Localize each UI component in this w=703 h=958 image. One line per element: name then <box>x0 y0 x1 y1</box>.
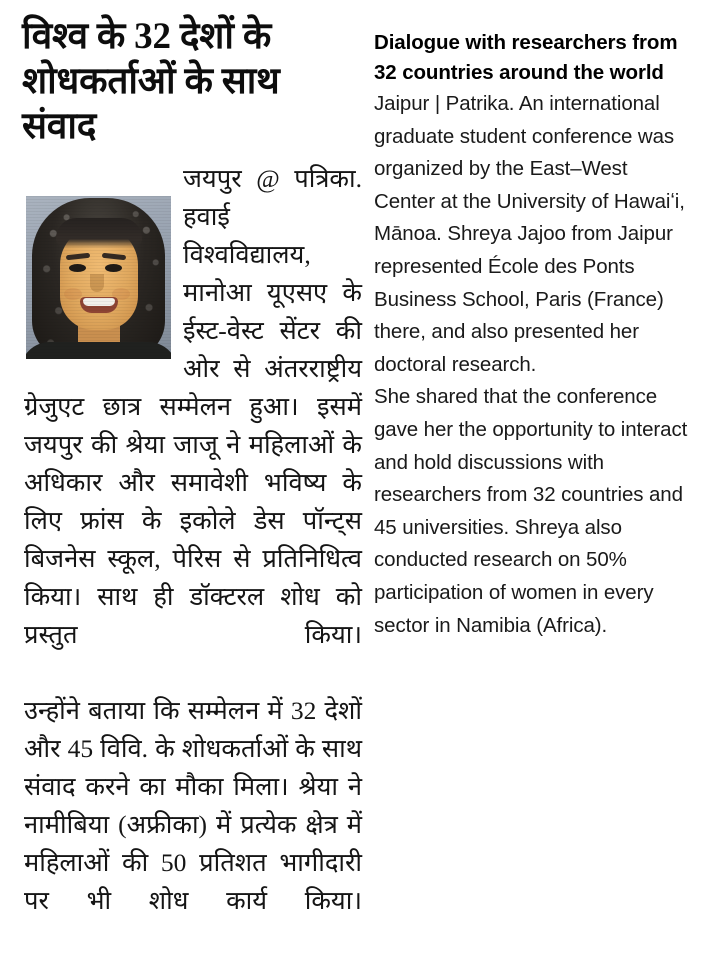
hindi-paragraph-2: उन्होंने बताया कि सम्मेलन में 32 देशों और 45 विवि. के शोधकर्ताओं के साथ संवाद करने का मौका मिला। श्रेया ने नामीबिया (अफ्रीका) में प्रत्येक क्षेत्र में महिलाओं की 50 प्रतिशत भागीदारी पर भी शोध कार्य किया। <box>24 696 362 915</box>
hindi-article-body <box>24 160 362 958</box>
print-grain-overlay <box>26 196 171 359</box>
english-paragraph-2: She shared that the conference gave her the opportunity to interact and hold discussions with researchers from 32 countries and 45 universities. Shreya also conducted research on 50% participation of women in every sector in Namibia (Africa). <box>374 385 688 637</box>
hindi-paragraph-1-text: जयपुर @ पत्रिका. हवाई विश्वविद्यालय, मानोआ यूएसए के ईस्ट-वेस्ट सेंटर की ओर से अंतरराष्ट्रीय ग्रेजुएट छात्र सम्मेलन हुआ। इसमें जयपुर की श्रेया जाजू ने महिलाओं के अधिकार और समावेशी भविष्य के लिए फ्रांस के इकोले डेस पॉन्ट्स बिजनेस स्कूल, पेरिस से प्रतिनिधित्व किया। साथ ही डॉक्टरल शोध को प्रस्तुत किया। <box>24 164 362 649</box>
portrait-photo <box>26 196 171 359</box>
hindi-paragraph-1 <box>24 160 362 692</box>
english-paragraph-1: Jaipur | Patrika. An international graduate student conference was organized by the East–West Center at the University of Hawaiʻi, Mānoa. Shreya Jajoo from Jaipur represented École des Ponts Business School, Paris (France) there, and also presented her doctoral research. <box>374 92 685 376</box>
english-translation-column <box>374 28 690 642</box>
english-headline: Dialogue with researchers from 32 countries around the world <box>374 31 678 84</box>
hindi-headline: विश्व के 32 देशों के शोधकर्ताओं के साथ संवाद <box>22 16 280 147</box>
